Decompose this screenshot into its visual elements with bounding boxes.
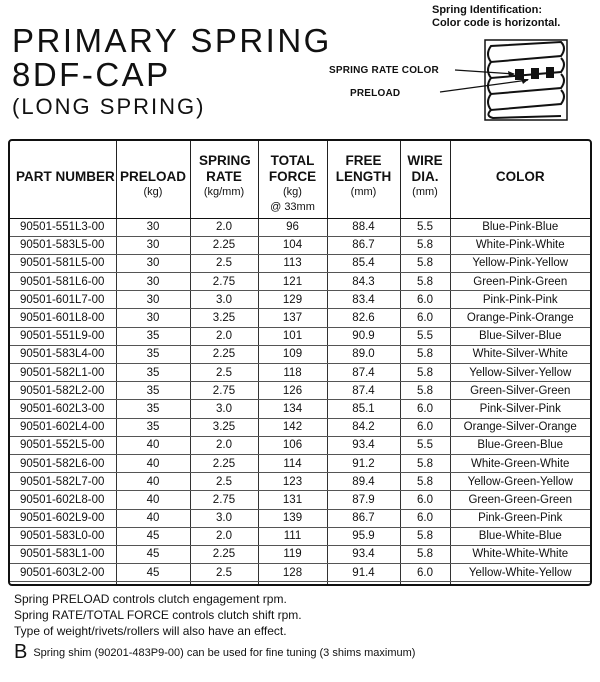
cell-preload: 30: [116, 291, 190, 309]
cell-free-length: 89.4: [327, 473, 400, 491]
cell-part-number: 90501-582L1-00: [10, 364, 116, 382]
cell-spring-rate: 2.0: [190, 527, 258, 545]
cell-wire-dia: 6.0: [400, 564, 450, 582]
cell-wire-dia: 6.0: [400, 509, 450, 527]
spring-rate-color-label: SPRING RATE COLOR: [329, 65, 439, 76]
table-row: [10, 273, 590, 291]
spring-coil-icon: [315, 32, 595, 127]
cell-spring-rate: 3.0: [190, 400, 258, 418]
cell-spring-rate: 3.25: [190, 309, 258, 327]
cell-part-number: 90501-582L6-00: [10, 454, 116, 472]
table-row: [10, 382, 590, 400]
cell-wire-dia: 5.8: [400, 454, 450, 472]
table-row: [10, 218, 590, 236]
cell-preload: 35: [116, 327, 190, 345]
note-rate: Spring RATE/TOTAL FORCE controls clutch shift rpm.: [14, 608, 302, 622]
cell-total-force: 134: [258, 400, 327, 418]
cell-part-number: 90501-582L2-00: [10, 382, 116, 400]
cell-free-length: 91.2: [327, 454, 400, 472]
cell-free-length: [327, 582, 400, 586]
cell-preload: 45: [116, 527, 190, 545]
cell-free-length: 86.7: [327, 236, 400, 254]
cell-part-number: 90501-581L6-00: [10, 273, 116, 291]
table-row: [10, 254, 590, 272]
cell-free-length: 87.4: [327, 364, 400, 382]
cell-total-force: 126: [258, 382, 327, 400]
table-row: [10, 491, 590, 509]
note-preload: Spring PRELOAD controls clutch engagement rpm.: [14, 592, 287, 606]
cell-free-length: 88.4: [327, 218, 400, 236]
cell-wire-dia: 6.0: [400, 418, 450, 436]
cell-total-force: 137: [258, 309, 327, 327]
header-color: COLOR: [450, 141, 590, 218]
cell-spring-rate: 2.5: [190, 564, 258, 582]
cell-color: Pink-Pink-Pink: [450, 291, 590, 309]
cell-total-force: 123: [258, 473, 327, 491]
shim-text: Spring shim (90201-483P9-00) can be used for fine tuning (3 shims maximum): [33, 647, 416, 659]
table-row: [10, 345, 590, 363]
cell-preload: 40: [116, 454, 190, 472]
cell-preload: 45: [116, 564, 190, 582]
cell-color: Green-Pink-Green: [450, 273, 590, 291]
cell-color: Blue-Silver-Blue: [450, 327, 590, 345]
table-header-row: [10, 141, 590, 218]
table-row: [10, 527, 590, 545]
cell-free-length: 90.9: [327, 327, 400, 345]
cell-spring-rate: 2.25: [190, 236, 258, 254]
cell-spring-rate: [190, 582, 258, 586]
cell-part-number: 90501-552L5-00: [10, 436, 116, 454]
cell-color: White-Green-White: [450, 454, 590, 472]
cell-spring-rate: 2.5: [190, 364, 258, 382]
cell-total-force: 118: [258, 364, 327, 382]
cell-spring-rate: 2.5: [190, 254, 258, 272]
cell-preload: 30: [116, 236, 190, 254]
cell-free-length: 93.4: [327, 545, 400, 563]
cell-preload: 30: [116, 309, 190, 327]
cell-spring-rate: 2.25: [190, 345, 258, 363]
cell-free-length: 85.4: [327, 254, 400, 272]
cell-part-number: 90501-583L1-00: [10, 545, 116, 563]
cell-total-force: 142: [258, 418, 327, 436]
cell-total-force: 114: [258, 454, 327, 472]
cell-total-force: 106: [258, 436, 327, 454]
cell-spring-rate: 2.75: [190, 382, 258, 400]
table-row: [10, 309, 590, 327]
cell-total-force: 139: [258, 509, 327, 527]
cell-part-number: 90501-601L7-00: [10, 291, 116, 309]
table-row: [10, 236, 590, 254]
cell-preload: 40: [116, 436, 190, 454]
cell-color: Yellow-Silver-Yellow: [450, 364, 590, 382]
cell-wire-dia: 5.8: [400, 254, 450, 272]
identification-note: [432, 4, 560, 30]
cell-part-number: [10, 582, 116, 586]
cell-total-force: 96: [258, 218, 327, 236]
cell-total-force: 121: [258, 273, 327, 291]
cell-part-number: 90501-581L5-00: [10, 254, 116, 272]
cell-wire-dia: 6.0: [400, 400, 450, 418]
header-part-number: PART NUMBER: [10, 141, 116, 218]
cell-preload: 30: [116, 273, 190, 291]
table-row: [10, 564, 590, 582]
cell-wire-dia: 5.8: [400, 345, 450, 363]
cell-preload: 40: [116, 491, 190, 509]
cell-part-number: 90501-551L9-00: [10, 327, 116, 345]
cell-wire-dia: 5.8: [400, 382, 450, 400]
cell-wire-dia: 5.8: [400, 527, 450, 545]
cell-spring-rate: 2.0: [190, 218, 258, 236]
cell-color: Yellow-Green-Yellow: [450, 473, 590, 491]
table-row: [10, 364, 590, 382]
cell-part-number: 90501-602L3-00: [10, 400, 116, 418]
cell-wire-dia: 5.8: [400, 273, 450, 291]
cell-color: Pink-Green-Pink: [450, 509, 590, 527]
cell-free-length: 93.4: [327, 436, 400, 454]
table-row: [10, 454, 590, 472]
cell-color: Yellow-Pink-Yellow: [450, 254, 590, 272]
cell-wire-dia: 5.8: [400, 364, 450, 382]
cell-preload: 30: [116, 218, 190, 236]
cell-total-force: 131: [258, 491, 327, 509]
table-row: [10, 582, 590, 586]
table-row: [10, 291, 590, 309]
cell-color: Pink-Silver-Pink: [450, 400, 590, 418]
cell-total-force: 129: [258, 291, 327, 309]
cell-part-number: 90501-602L9-00: [10, 509, 116, 527]
cell-wire-dia: 6.0: [400, 491, 450, 509]
header-total-force: TOTAL FORCE (kg) @ 33mm: [258, 141, 327, 218]
cell-part-number: 90501-583L4-00: [10, 345, 116, 363]
cell-wire-dia: 5.8: [400, 545, 450, 563]
cell-color: Blue-Pink-Blue: [450, 218, 590, 236]
table-row: [10, 509, 590, 527]
cell-preload: 40: [116, 509, 190, 527]
notes: [14, 591, 302, 639]
cell-preload: 45: [116, 545, 190, 563]
cell-wire-dia: 5.5: [400, 436, 450, 454]
cell-color: Green-Silver-Green: [450, 382, 590, 400]
cell-preload: 35: [116, 382, 190, 400]
cell-preload: 30: [116, 254, 190, 272]
cell-wire-dia: 5.8: [400, 236, 450, 254]
cell-preload: 35: [116, 400, 190, 418]
header-spring-rate: SPRING RATE (kg/mm): [190, 141, 258, 218]
cell-free-length: 89.0: [327, 345, 400, 363]
cell-color: Yellow-White-Yellow: [450, 564, 590, 582]
cell-free-length: 84.2: [327, 418, 400, 436]
cell-preload: [116, 582, 190, 586]
cell-preload: 35: [116, 345, 190, 363]
spring-table: [8, 139, 592, 586]
cell-part-number: 90501-582L7-00: [10, 473, 116, 491]
cell-spring-rate: 2.25: [190, 454, 258, 472]
cell-free-length: 86.7: [327, 509, 400, 527]
table-row: [10, 327, 590, 345]
cell-free-length: 83.4: [327, 291, 400, 309]
cell-color: [450, 582, 590, 586]
cell-preload: 35: [116, 364, 190, 382]
header-free-length: FREE LENGTH (mm): [327, 141, 400, 218]
cell-free-length: 82.6: [327, 309, 400, 327]
cell-part-number: 90501-603L2-00: [10, 564, 116, 582]
cell-color: White-White-White: [450, 545, 590, 563]
cell-total-force: 119: [258, 545, 327, 563]
cell-wire-dia: [400, 582, 450, 586]
page-title: PRIMARY SPRING: [12, 22, 332, 59]
cell-free-length: 95.9: [327, 527, 400, 545]
cell-preload: 35: [116, 418, 190, 436]
cell-spring-rate: 3.0: [190, 291, 258, 309]
title-block: [12, 24, 332, 120]
cell-free-length: 85.1: [327, 400, 400, 418]
cell-free-length: 91.4: [327, 564, 400, 582]
cell-color: Orange-Pink-Orange: [450, 309, 590, 327]
cell-wire-dia: 6.0: [400, 291, 450, 309]
table-row: [10, 545, 590, 563]
cell-color: Orange-Silver-Orange: [450, 418, 590, 436]
table-row: [10, 400, 590, 418]
cell-preload: 40: [116, 473, 190, 491]
table-row: [10, 473, 590, 491]
cell-color: White-Silver-White: [450, 345, 590, 363]
header-wire-dia: WIRE DIA. (mm): [400, 141, 450, 218]
note-weights: Type of weight/rivets/rollers will also have an effect.: [14, 624, 287, 638]
cell-total-force: 113: [258, 254, 327, 272]
cell-total-force: 101: [258, 327, 327, 345]
cell-color: Green-Green-Green: [450, 491, 590, 509]
cell-free-length: 87.9: [327, 491, 400, 509]
cell-part-number: 90501-601L8-00: [10, 309, 116, 327]
cell-wire-dia: 6.0: [400, 309, 450, 327]
cell-total-force: 128: [258, 564, 327, 582]
cell-spring-rate: 2.5: [190, 473, 258, 491]
cell-part-number: 90501-583L0-00: [10, 527, 116, 545]
cell-wire-dia: 5.5: [400, 327, 450, 345]
cell-part-number: 90501-583L5-00: [10, 236, 116, 254]
shim-marker: B: [14, 641, 28, 663]
cell-free-length: 87.4: [327, 382, 400, 400]
cell-part-number: 90501-602L4-00: [10, 418, 116, 436]
cell-spring-rate: 2.0: [190, 436, 258, 454]
preload-label: PRELOAD: [350, 88, 401, 99]
table-row: [10, 436, 590, 454]
header-preload: PRELOAD (kg): [116, 141, 190, 218]
cell-color: Blue-Green-Blue: [450, 436, 590, 454]
identification-heading: Spring Identification:: [432, 4, 542, 16]
table-row: [10, 418, 590, 436]
cell-free-length: 84.3: [327, 273, 400, 291]
cell-spring-rate: 3.0: [190, 509, 258, 527]
cell-color: White-Pink-White: [450, 236, 590, 254]
cell-total-force: 111: [258, 527, 327, 545]
cell-part-number: 90501-602L8-00: [10, 491, 116, 509]
cell-spring-rate: 3.25: [190, 418, 258, 436]
cell-spring-rate: 2.75: [190, 273, 258, 291]
cell-part-number: 90501-551L3-00: [10, 218, 116, 236]
cell-spring-rate: 2.0: [190, 327, 258, 345]
identification-subheading: Color code is horizontal.: [432, 17, 561, 29]
cell-wire-dia: 5.8: [400, 473, 450, 491]
cell-wire-dia: 5.5: [400, 218, 450, 236]
cell-spring-rate: 2.25: [190, 545, 258, 563]
shim-note: [14, 641, 415, 664]
cell-total-force: [258, 582, 327, 586]
cell-total-force: 109: [258, 345, 327, 363]
model-title: 8DF-CAP: [12, 56, 171, 93]
cell-spring-rate: 2.75: [190, 491, 258, 509]
spring-diagram: [315, 32, 595, 132]
cell-total-force: 104: [258, 236, 327, 254]
spring-type-subtitle: (LONG SPRING): [12, 94, 206, 119]
cell-color: Blue-White-Blue: [450, 527, 590, 545]
